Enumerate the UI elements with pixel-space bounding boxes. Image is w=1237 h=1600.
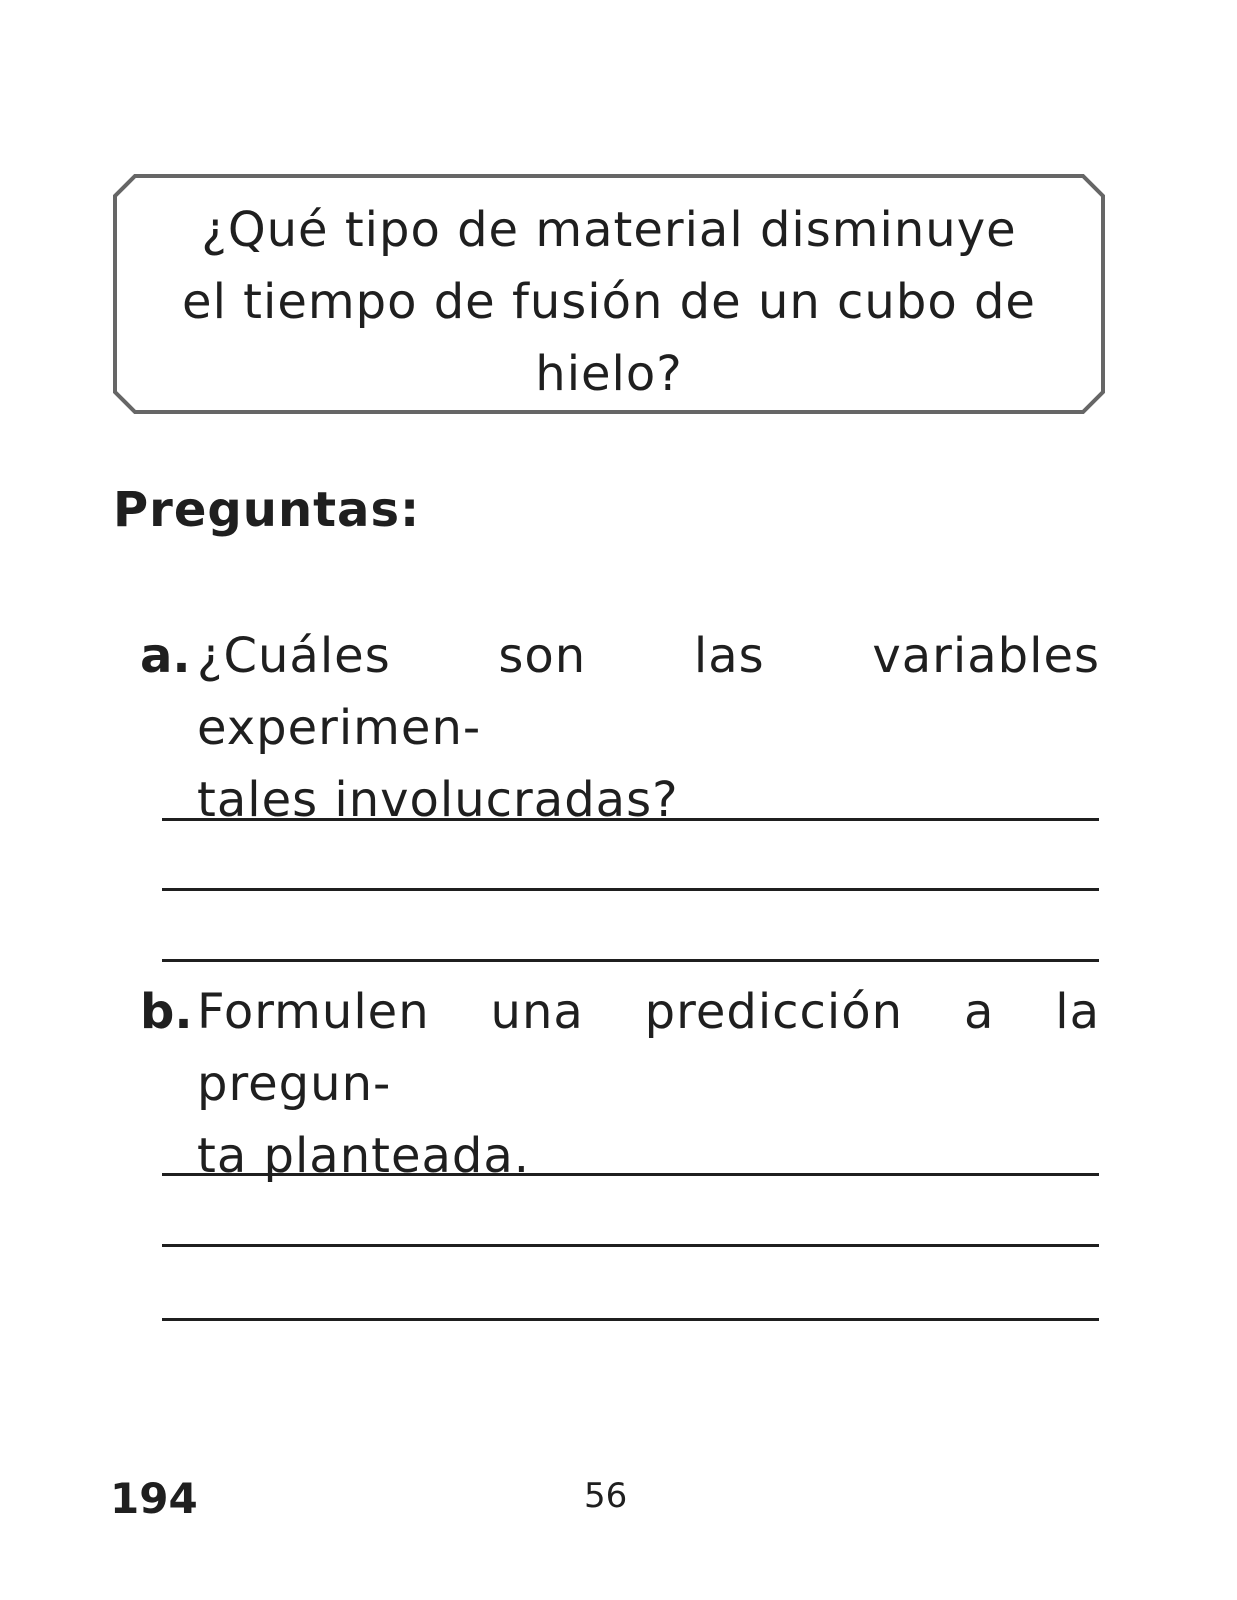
item-text-line: tales involucradas?	[197, 772, 679, 828]
main-question-line: ¿Qué tipo de material disminuye	[201, 202, 1017, 258]
item-marker: a.	[140, 628, 191, 684]
question-box	[113, 174, 1105, 414]
section-heading: Preguntas:	[113, 482, 421, 538]
item-text-line: Formulen una predicción a la pregun-	[197, 984, 1100, 1112]
answer-line-a-3[interactable]	[162, 959, 1099, 962]
item-text	[197, 976, 1100, 1192]
answer-line-b-2[interactable]	[162, 1244, 1099, 1247]
page-number: 194	[110, 1474, 198, 1523]
item-text-line: ta planteada.	[197, 1128, 531, 1184]
item-text-line: ¿Cuáles son las variables experimen-	[197, 628, 1100, 756]
answer-line-b-3[interactable]	[162, 1318, 1099, 1321]
answer-line-a-1[interactable]	[162, 818, 1099, 821]
answer-line-b-1[interactable]	[162, 1173, 1099, 1176]
main-question	[153, 194, 1065, 410]
folio-number: 56	[584, 1476, 628, 1516]
item-text	[197, 620, 1100, 836]
answer-line-a-2[interactable]	[162, 888, 1099, 891]
main-question-line: hielo?	[535, 346, 683, 402]
main-question-line: el tiempo de fusión de un cubo de	[182, 274, 1036, 330]
item-marker: b.	[140, 984, 193, 1040]
